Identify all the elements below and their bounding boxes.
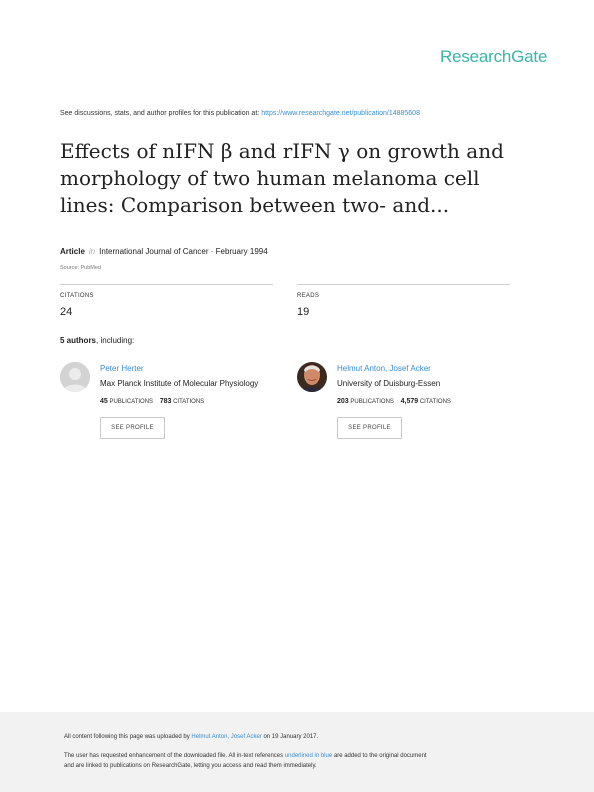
author-publications-count: 45 [100,398,108,405]
researchgate-logo[interactable]: ResearchGate [440,47,548,66]
see-profile-button[interactable]: SEE PROFILE [100,417,165,439]
discussion-prefix: See discussions, stats, and author profiles for this publication at: [60,110,260,117]
citations-label: CITATIONS [60,293,94,299]
reads-value: 19 [297,306,310,318]
citations-value: 24 [60,306,73,318]
author-photo-icon [297,362,327,392]
author-name-link[interactable]: Peter Herter [100,364,144,373]
footer-linked-line: and are linked to publications on ResearchGate, letting you access and read them immediately. [64,763,317,769]
author-citations-label: CITATIONS [419,399,451,405]
author-stats [337,398,451,405]
citations-divider [60,284,273,285]
footer-upload-suffix: on 19 January 2017. [263,734,319,740]
footer-underlined-link[interactable]: underlined in blue [284,753,333,759]
author-stats [100,398,204,405]
journal-info[interactable]: International Journal of Cancer · February 1994 [99,247,268,256]
footer-upload-line [64,734,318,740]
in-label: in [88,247,96,256]
source-label: Source: PubMed [60,265,101,271]
author-publications-label: PUBLICATIONS [109,399,154,405]
publication-meta [60,247,268,256]
authors-suffix: , including: [96,336,135,345]
default-user-icon [60,362,90,392]
author-citations-label: CITATIONS [173,399,205,405]
reads-divider [297,284,510,285]
author-institution[interactable]: Max Planck Institute of Molecular Physiology [100,379,259,388]
footer-enhancement-suffix: are added to the original document [333,753,427,759]
author-name-link[interactable]: Helmut Anton, Josef Acker [337,364,431,373]
discussion-line [60,110,420,117]
author-publications-count: 203 [337,398,349,405]
publication-url-link[interactable]: https://www.researchgate.net/publication/14885608 [261,110,420,117]
author-avatar-photo[interactable] [297,362,327,392]
footer [0,712,594,792]
author-institution[interactable]: University of Duisburg-Essen [337,379,441,388]
reads-label: READS [297,293,320,299]
author-citations-count: 4,579 [400,398,419,405]
authors-intro [60,336,134,345]
footer-uploader-link[interactable]: Helmut Anton, Josef Acker [191,734,262,740]
footer-enhancement-prefix: The user has requested enhancement of the downloaded file. All in-text references [64,753,284,759]
article-type: Article [60,247,85,256]
authors-count: 5 authors [60,336,97,345]
see-profile-button[interactable]: SEE PROFILE [337,417,402,439]
footer-enhancement-line [64,753,427,759]
footer-upload-prefix: All content following this page was uploaded by [64,734,190,740]
author-avatar-default[interactable] [60,362,90,392]
author-publications-label: PUBLICATIONS [350,399,394,405]
author-citations-count: 783 [159,398,172,405]
publication-title: Effects of nIFN β and rIFN γ on growth and morphology of two human melanoma cell lines: Comparison between two- and... [60,139,504,217]
